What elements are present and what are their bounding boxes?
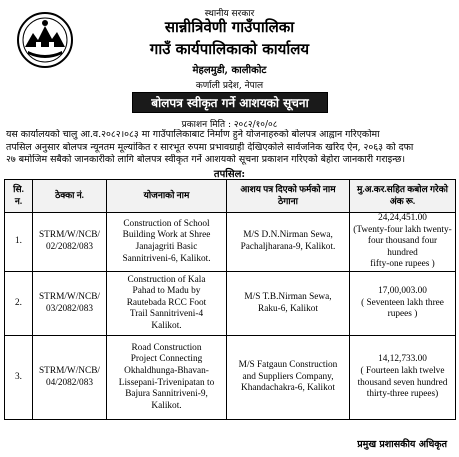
office-address: मेहलमुडी, कालीकोट [192,65,267,76]
cell-amount: 24,24,451.00 (Twenty-four lakh twenty- four thousand four hundred fifty-one rupees ) [350,213,456,272]
header-firm: आशय पत्र दिएको फर्मको नाम ठेगाना [227,180,350,213]
municipality-name: सान्नीत्रिवेणी गाउँपालिका [164,18,295,36]
cell-contract-no: STRM/W/NCB/ 03/2082/083 [33,272,107,336]
notice-title-banner: बोलपत्र स्वीकृत गर्ने आशयको सूचना [132,92,328,113]
office-name: गाउँ कार्यपालिकाको कार्यालय [149,40,310,58]
cell-serial: 1. [5,213,33,272]
cell-project: Construction of School Building Work at Shree Janajagriti Basic Sannitriveni-6, Kalikot. [107,213,227,272]
header-serial: सि. न. [5,180,33,213]
header-project-name: योजनाको नाम [107,180,227,213]
cell-serial: 3. [5,336,33,420]
cell-contract-no: STRM/W/NCB/ 02/2082/083 [33,213,107,272]
notice-body-line: यस कार्यालयको चालु आ.व.२०८२।०८३ मा गाउँपालिकाबाट निर्माण हुने योजनाहरुको बोलपत्र आह्वान गरिएकोमा [6,129,380,140]
header-contract-no: ठेक्का नं. [33,180,107,213]
province-label: कर्णाली प्रदेश, नेपाल [195,81,264,91]
cell-firm: M/S D.N.Nirman Sewa, Pachaljharana-9, Kalikot. [227,213,350,272]
local-government-label: स्थानीय सरकार [204,9,255,19]
annex-label: तपसिल: [213,169,246,180]
cell-serial: 2. [5,272,33,336]
table-row [5,213,456,272]
notice-body-line: तपसिल अनुसार बोलपत्र न्यूनतम मूल्यांकित र सारभूत रुपमा प्रभावग्राही देखिएकोले सार्वजनिक खरिद ऐन, २०६३ को दफा [6,141,414,153]
notice-body-line: २७ बमोजिम सबैको जानकारीको लागि बोलपत्र स्वीकृत गर्ने आशयको सूचना प्रकाशन गरिएको बेहोरा जानकारी गराइन्छ। [6,154,406,166]
cell-amount: 17,00,003.00 ( Seventeen lakh three rupees ) [350,272,456,336]
signatory-title: प्रमुख प्रशासकीय अधिकृत [357,439,447,450]
cell-contract-no: STRM/W/NCB/ 04/2082/083 [33,336,107,420]
notice-body [6,129,454,167]
table-header-row [5,180,456,213]
publication-date: प्रकाशन मिति : २०८२/१०/०८ [181,120,278,130]
cell-firm: M/S T.B.Nirman Sewa, Raku-6, Kalikot [227,272,350,336]
cell-firm: M/S Fatgaun Construction and Suppliers Company, Khandachakra-6, Kalikot [227,336,350,420]
table-row [5,336,456,420]
cell-project: Construction of Kala Pahad to Madu by Rautebada RCC Foot Trail Sannitriveni-4 Kalikot. [107,272,227,336]
table-row [5,272,456,336]
header-amount: मु.अ.कर.सहित कबोल गरेको अंक रू. [350,180,456,213]
cell-project: Road Construction Project Connecting Okhaldhunga-Bhavan- Lissepani-Trivenipatan to Bajura Sannitriveni-9, Kalikot. [107,336,227,420]
contracts-table [4,179,456,420]
cell-amount: 14,12,733.00 ( Fourteen lakh twelve thousand seven hundred thirty-three rupees) [350,336,456,420]
